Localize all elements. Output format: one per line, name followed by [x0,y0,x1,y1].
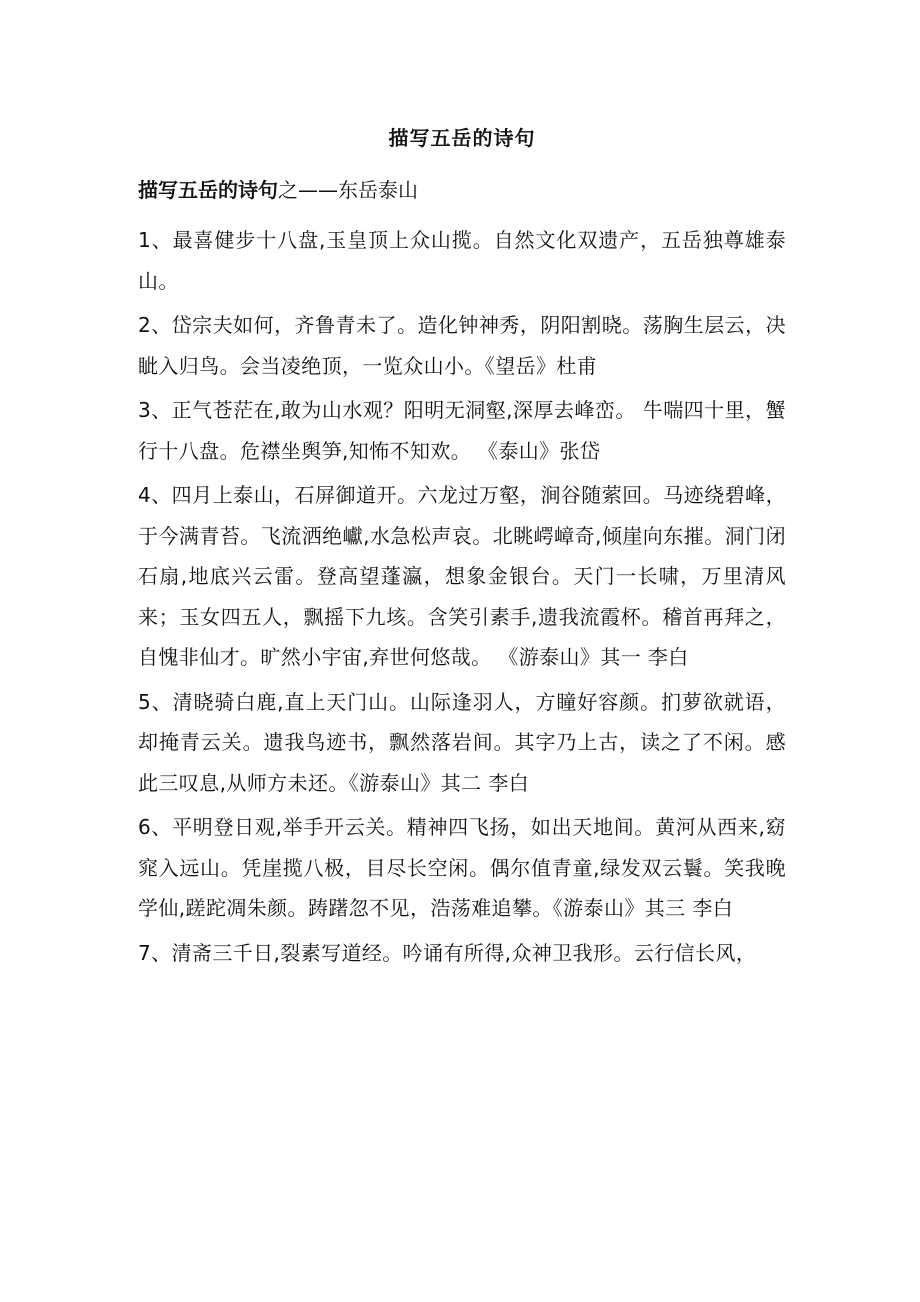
poem-paragraph-4: 4、四月上泰山，石屏御道开。六龙过万壑，涧谷随萦回。马迹绕碧峰，于今满青苔。飞流洒绝巘,水急松声哀。北眺崿嶂奇,倾崖向东摧。洞门闭石扇,地底兴云雷。登高望蓬瀛，想象金银台。天门一长啸，万里清风来；玉女四五人，飘摇下九垓。含笑引素手,遗我流霞杯。稽首再拜之，自愧非仙才。旷然小宇宙,弃世何悠哉。 《游泰山》其一 李白 [138,483,786,669]
poem-paragraph-5: 5、清晓骑白鹿,直上天门山。山际逢羽人，方瞳好容颜。扪萝欲就语，却掩青云关。遗我鸟迹书，飘然落岩间。其字乃上古，读之了不闲。感此三叹息,从师方未还。《游泰山》其二 李白 [138,689,786,795]
poem-paragraph-2: 2、岱宗夫如何，齐鲁青未了。造化钟神秀，阴阳割晓。荡胸生层云，决眦入归鸟。会当凌绝顶，一览众山小。《望岳》杜甫 [138,313,786,378]
poem-paragraph-6: 6、平明登日观,举手开云关。精神四飞扬，如出天地间。黄河从西来,窈窕入远山。凭崖揽八极，目尽长空闲。偶尔值青童,绿发双云鬟。笑我晚学仙,蹉跎凋朱颜。踌躇忽不见，浩荡难追攀。《游泰山》其三 李白 [138,815,786,920]
poem-paragraph-1: 1、最喜健步十八盘,玉皇顶上众山揽。自然文化双遗产，五岳独尊雄泰山。 [138,228,786,293]
document-title: 描写五岳的诗句 [388,126,536,150]
poem-paragraph-3: 3、正气苍茫在,敢为山水观？阳明无洞壑,深厚去峰峦。 牛喘四十里，蟹行十八盘。危襟坐舆笋,知怖不知欢。 《泰山》张岱 [138,398,786,463]
section-heading-bold: 描写五岳的诗句 [138,178,278,202]
document-page [138,118,786,977]
section-heading-rest: 之——东岳泰山 [278,178,418,202]
section-heading [138,172,786,208]
poem-paragraph-7: 7、清斋三千日,裂素写道经。吟诵有所得,众神卫我形。云行信长风， [138,940,757,965]
